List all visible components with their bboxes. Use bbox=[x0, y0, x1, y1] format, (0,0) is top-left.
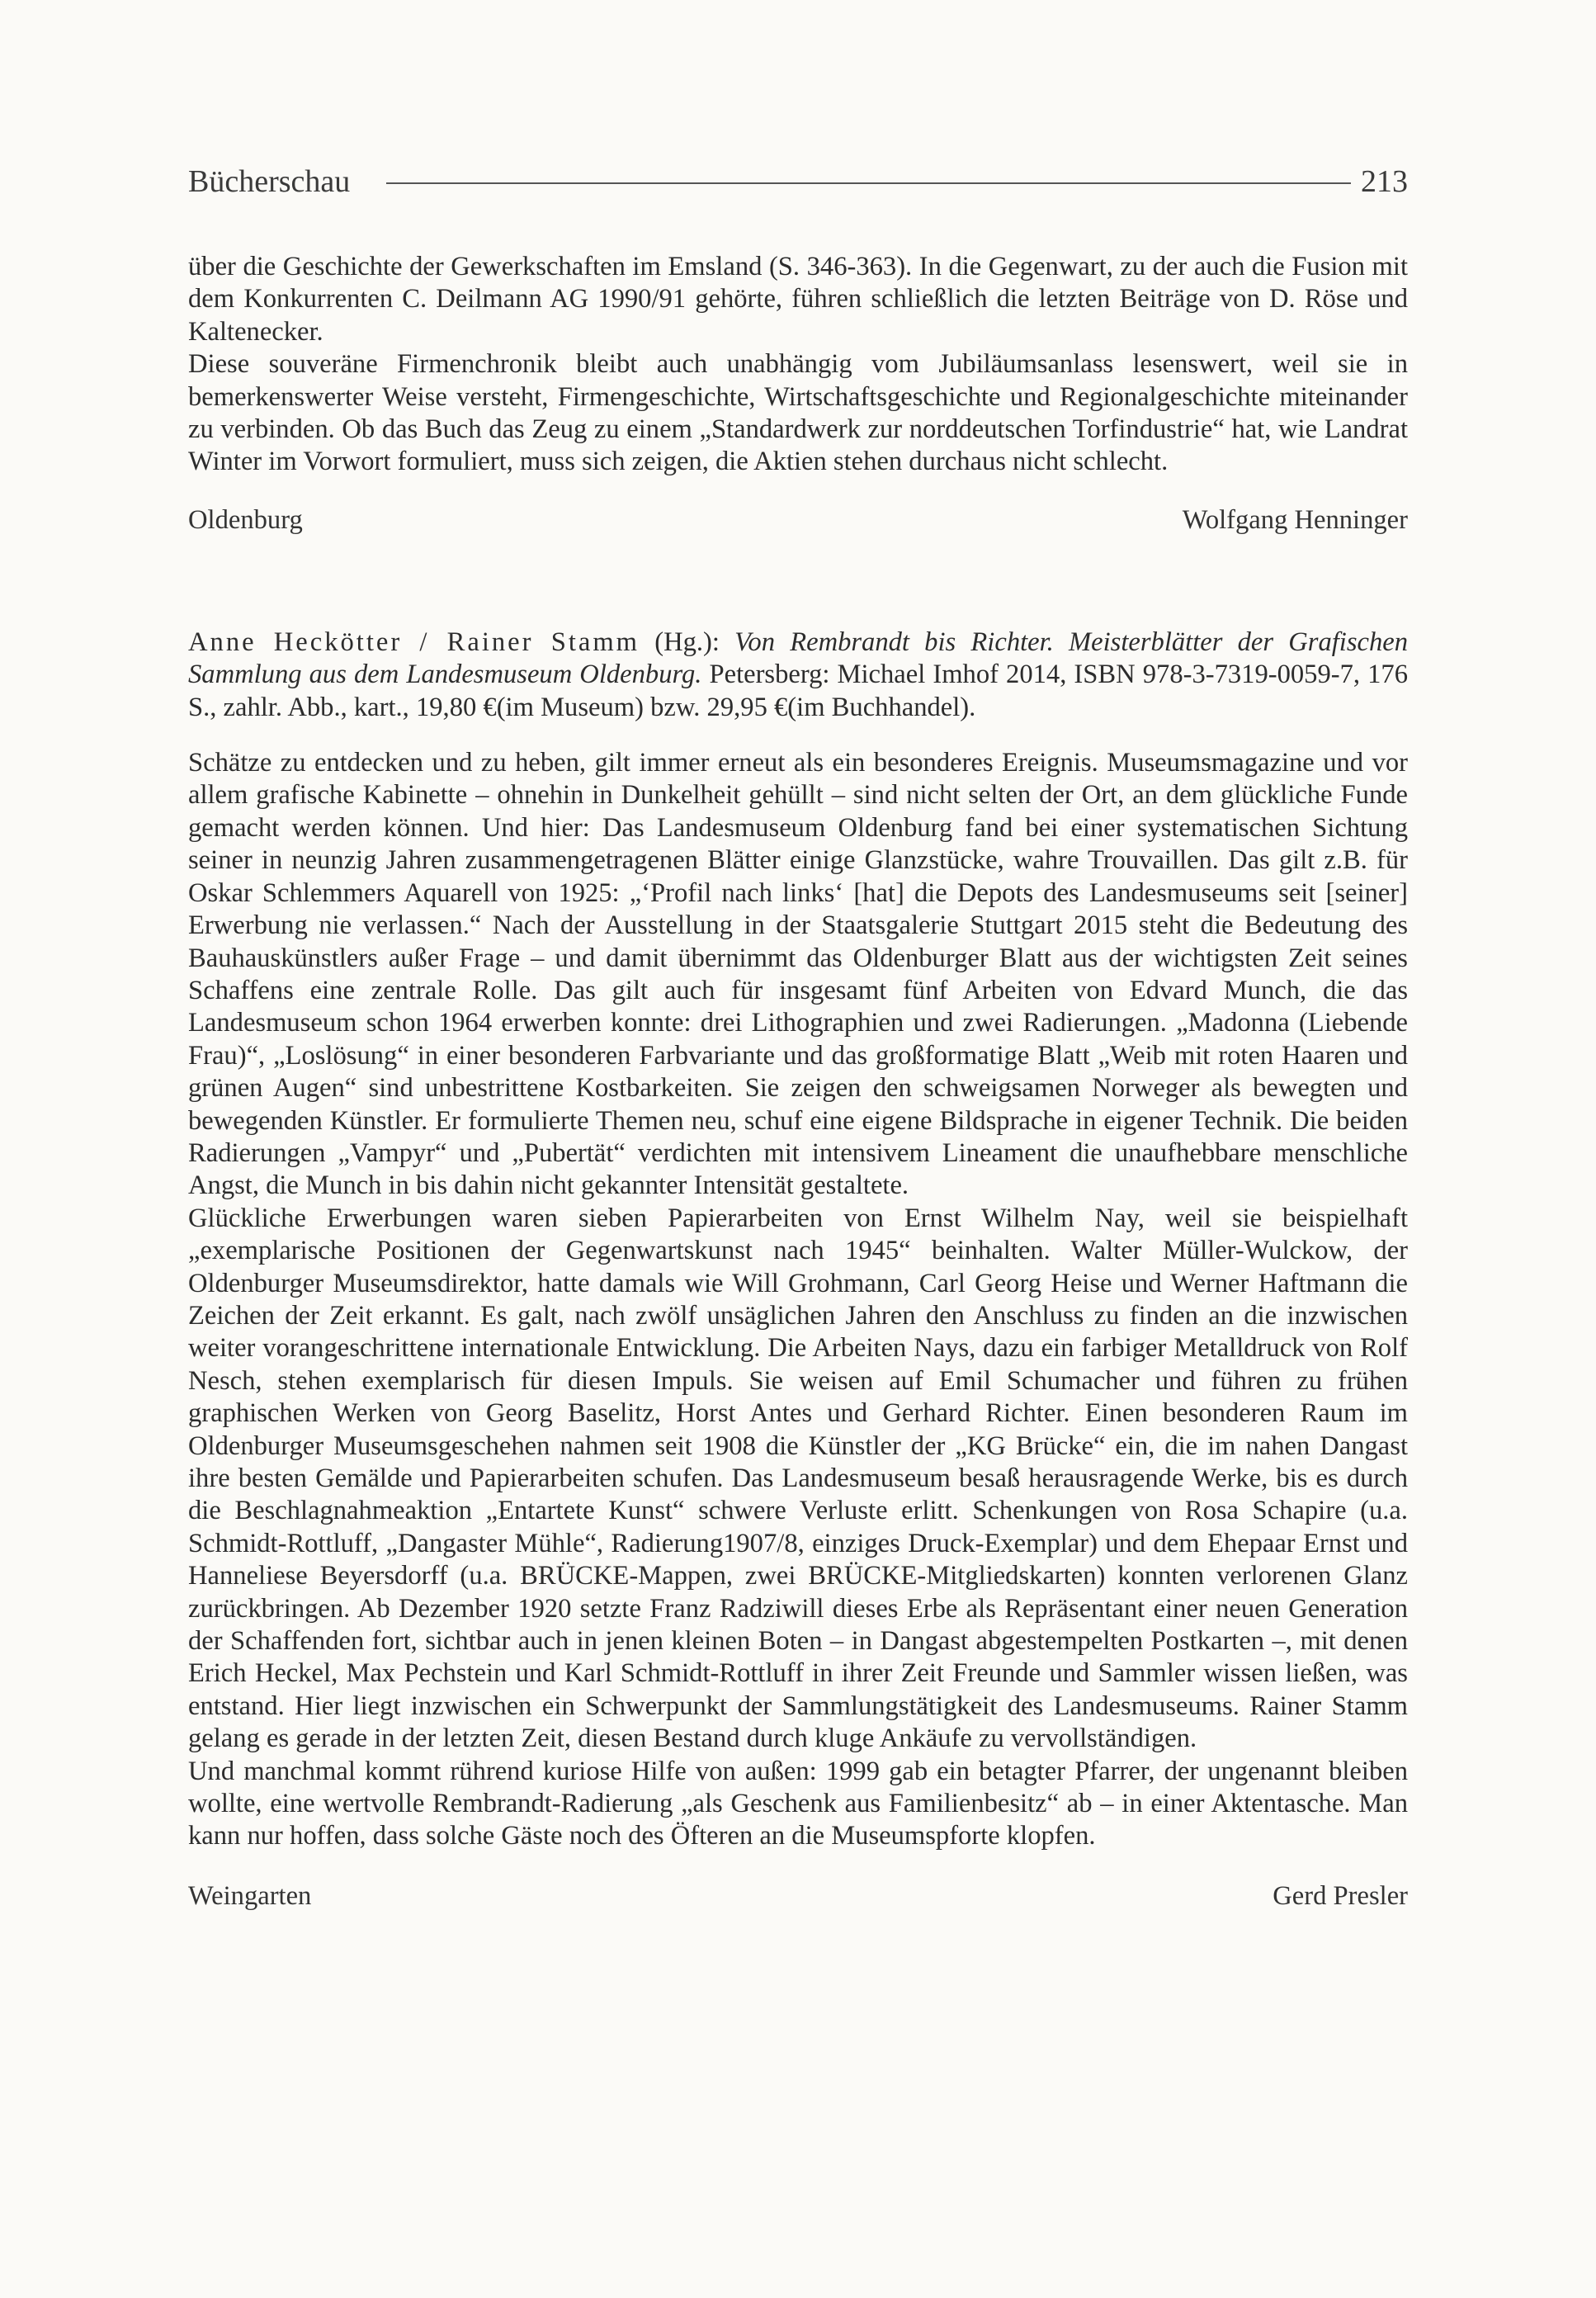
review2-paragraph: Und manchmal kommt rührend kuriose Hilfe von außen: 1999 gab ein betagter Pfarrer, der ungenannt bleiben wollte, eine wertvolle Rembrandt-Radierung „als Geschenk aus Familienbesitz“ ab – in einer Aktentasche. Man kann nur hoffen, dass solche Gäste noch des Öfteren an die Museumspforte klopfen. bbox=[188, 1756, 1408, 1851]
review2-editors: Anne Heckötter / Rainer Stamm bbox=[188, 627, 640, 657]
review2-paragraph: Glückliche Erwerbungen waren sieben Papierarbeiten von Ernst Wilhelm Nay, weil sie beispielhaft „exemplarische Positionen der Gegenwartskunst nach 1945“ beinhalten. Walter Müller-Wulckow, der Oldenburger Museumsdirektor, hatte damals wie Will Grohmann, Carl Georg Heise und Werner Haftmann die Zeichen der Zeit erkannt. Es galt, nach zwölf unsäglichen Jahren den Anschluss zu finden an die inzwischen weiter vorangeschrittene internationale Entwicklung. Die Arbeiten Nays, dazu ein farbiger Metalldruck von Rolf Nesch, stehen exemplarisch für diesen Impuls. Sie weisen auf Emil Schumacher und führen zu frühen graphischen Werken von Georg Baselitz, Horst Antes und Gerhard Richter. Einen besonderen Raum im Oldenburger Museumsgeschehen nahmen seit 1908 die Künstler der „KG Brücke“ ein, die im nahen Dangast ihre besten Gemälde und Papierarbeiten schufen. Das Landesmuseum besaß herausragende Werke, bis es durch die Beschlagnahmeaktion „Entartete Kunst“ schwere Verluste erlitt. Schenkungen von Rosa Schapire (u.a. Schmidt-Rottluff, „Dangaster Mühle“, Radierung1907/8, einziges Druck-Exemplar) und dem Ehepaar Ernst und Hanneliese Beyersdorff (u.a. BRÜCKE-Mappen, zwei BRÜCKE-Mitgliedskarten) konnten verlorenen Glanz zurückbringen. Ab Dezember 1920 setzte Franz Radziwill dieses Erbe als Repräsentant einer neuen Generation der Schaffenden fort, sichtbar auch in jenen kleinen Boten – in Dangast abgestempelten Postkarten –, mit denen Erich Heckel, Max Pechstein und Karl Schmidt-Rottluff in ihrer Zeit Freunde und Sammler wissen ließen, was entstand. Hier liegt inzwischen ein Schwerpunkt der Sammlungstätigkeit des Landesmuseums. Rainer Stamm gelang es gerade in der letzten Zeit, diesen Bestand durch kluge Ankäufe zu vervollständigen. bbox=[188, 1203, 1408, 1754]
review2-paragraph: Schätze zu entdecken und zu heben, gilt immer erneut als ein besonderes Ereignis. Museumsmagazine und vor allem grafische Kabinette – ohnehin in Dunkelheit gehüllt – sind nicht selten der Ort, an dem glückliche Funde gemacht werden können. Und hier: Das Landesmuseum Oldenburg fand bei einer systematischen Sichtung seiner in neunzig Jahren zusammengetragenen Blätter einige Glanzstücke, wahre Trouvaillen. Das gilt z.B. für Oskar Schlemmers Aquarell von 1925: „‘Profil nach links‘ [hat] die Depots des Landesmuseums seit [seiner] Erwerbung nie verlassen.“ Nach der Ausstellung in der Staatsgalerie Stuttgart 2015 steht die Bedeutung des Bauhauskünstlers außer Frage – und damit übernimmt das Oldenburger Blatt aus der wichtigsten Zeit seines Schaffens eine zentrale Rolle. Das gilt auch für insgesamt fünf Arbeiten von Edvard Munch, die das Landesmuseum schon 1964 erwerben konnte: drei Lithographien und zwei Radierungen. „Madonna (Liebende Frau)“, „Loslösung“ in einer besonderen Farbvariante und das großformatige Blatt „Weib mit roten Haaren und grünen Augen“ sind unbestrittene Kostbarkeiten. Sie zeigen den schweigsamen Norweger als bewegten und bewegenden Künstler. Er formulierte Themen neu, schuf eine eigene Bildsprache in eigener Technik. Die beiden Radierungen „Vampyr“ und „Pubertät“ verdichten mit intensivem Lineament die unaufhebbare menschliche Angst, die Munch in bis dahin nicht gekannter Intensität gestaltete. bbox=[188, 748, 1408, 1201]
review2-place: Weingarten bbox=[188, 1880, 312, 1911]
page bbox=[188, 157, 1408, 1912]
review1-signature bbox=[188, 505, 1408, 536]
review1-paragraph: über die Geschichte der Gewerkschaften im Emsland (S. 346-363). In die Gegenwart, zu der auch die Fusion mit dem Konkurrenten C. Deilmann AG 1990/91 gehörte, führen schließlich die letzten Beiträge von D. Röse und Kaltenecker. bbox=[188, 252, 1408, 347]
review2-editors-suffix: (Hg.): bbox=[640, 627, 735, 657]
review2-signature bbox=[188, 1881, 1408, 1912]
header-rule bbox=[386, 182, 1351, 184]
review1-reviewer: Wolfgang Henninger bbox=[1182, 504, 1408, 535]
review1-paragraph: Diese souveräne Firmenchronik bleibt auch unabhängig vom Jubiläumsanlass lesenswert, weil sie in bemerkenswerter Weise versteht, Firmengeschichte, Wirtschaftsgeschichte und Regionalgeschichte miteinander zu verbinden. Ob das Buch das Zeug zu einem „Standardwerk zur norddeutschen Torfindustrie“ hat, wie Landrat Winter im Vorwort formuliert, muss sich zeigen, die Aktien stehen durchaus nicht schlecht. bbox=[188, 349, 1408, 477]
page-number: 213 bbox=[1361, 164, 1408, 199]
review2-body bbox=[188, 747, 1408, 1853]
review1-place: Oldenburg bbox=[188, 504, 303, 535]
review1-body bbox=[188, 251, 1408, 479]
running-head bbox=[188, 157, 1408, 206]
review2-bibliography bbox=[188, 627, 1408, 724]
review2-publication: Petersberg: Michael Imhof 2014, ISBN 978-3-7319-0059-7, 176 S., zahlr. Abb., kart., 19,80 €(im Museum) bzw. 29,95 €(im Buchhandel). bbox=[188, 660, 1408, 722]
section-title: Bücherschau bbox=[188, 164, 351, 199]
review2-book-title: Von Rembrandt bis Richter. Meisterblätter der Grafischen Sammlung aus dem Landesmuseum Oldenburg. bbox=[188, 627, 1409, 690]
review2-reviewer: Gerd Presler bbox=[1273, 1880, 1408, 1911]
